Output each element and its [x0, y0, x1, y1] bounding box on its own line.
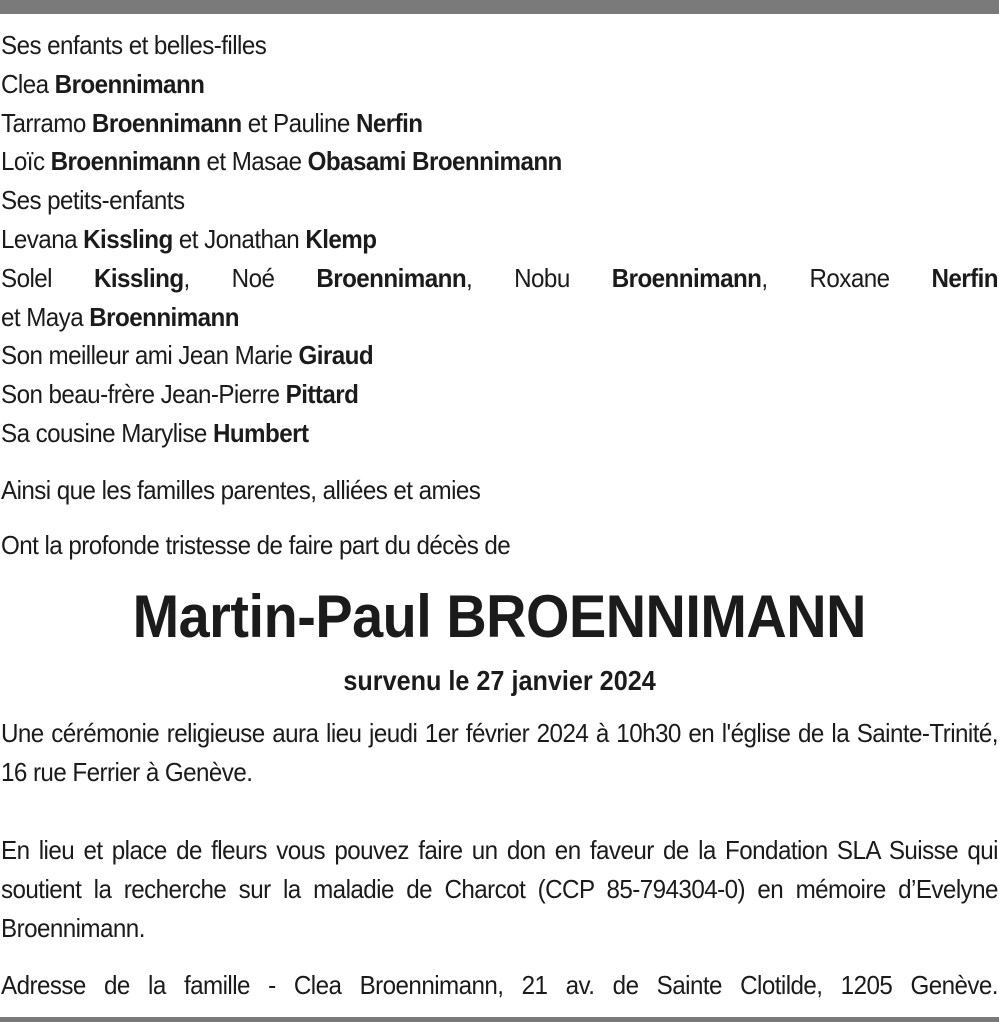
last-name: Broennimann	[611, 262, 762, 293]
relation-text: Son meilleur ami Jean Marie	[1, 340, 293, 371]
last-name: Kissling	[83, 223, 173, 254]
top-rule	[0, 0, 999, 14]
ceremony-paragraph: Une cérémonie religieuse aura lieu jeudi 1er février 2024 à 10h30 en l'église de la Sainte-Trinité, 16 rue Ferrier à Genève.	[1, 718, 998, 787]
first-name: , Nobu	[466, 262, 570, 293]
relation-text: Son beau-frère Jean-Pierre	[1, 379, 280, 410]
last-name: Nerfin	[355, 107, 423, 138]
last-name: Obasami Broennimann	[307, 146, 562, 177]
last-name: Broennimann	[316, 262, 467, 293]
first-name: Clea	[1, 68, 49, 99]
relation-text: Sa cousine Marylise	[1, 417, 207, 448]
brother-in-law-line	[1, 375, 998, 414]
deceased-name	[0, 582, 999, 652]
last-name: Klemp	[305, 223, 377, 254]
first-name: Solel	[1, 262, 52, 293]
family-member-line	[1, 65, 998, 104]
children-heading: Ses enfants et belles-filles	[1, 30, 267, 60]
last-name: Giraud	[298, 340, 374, 371]
partner-name: et Pauline	[247, 107, 350, 138]
last-name: Broennimann	[50, 146, 201, 177]
last-name: Broennimann	[91, 107, 242, 138]
first-name: et Maya	[1, 301, 84, 332]
family-member-line	[1, 298, 998, 337]
last-name: Pittard	[285, 379, 359, 410]
grandchildren-line	[1, 259, 998, 298]
first-name: Tarramo	[1, 107, 86, 138]
announcement-line: Ont la profonde tristesse de faire part du décès de	[1, 529, 511, 560]
partner-name: et Masae	[206, 146, 302, 177]
family-member-line	[1, 142, 998, 181]
deceased-name-text: Martin-Paul BROENNIMANN	[132, 583, 867, 650]
last-name: Broennimann	[54, 68, 205, 99]
date-of-death	[0, 662, 999, 700]
donation-paragraph: En lieu et place de fleurs vous pouvez faire un don en faveur de la Fondation SLA Suisse qui soutient la recherche sur la maladie de Charcot (CCP 85-794304-0) en mémoire d’Evelyne Broennimann.	[1, 835, 998, 943]
first-name: , Noé	[183, 262, 275, 293]
first-name: , Roxane	[761, 262, 890, 293]
family-member-line	[1, 104, 998, 143]
first-name: Loïc	[1, 146, 45, 177]
extended-family-line: Ainsi que les familles parentes, alliées et amies	[1, 474, 481, 505]
last-name: Kissling	[93, 262, 184, 293]
partner-name: et Jonathan	[178, 223, 300, 254]
grandchildren-heading: Ses petits-enfants	[1, 185, 185, 216]
last-name: Humbert	[212, 417, 309, 448]
last-name: Broennimann	[89, 301, 239, 332]
bottom-rule	[0, 1017, 999, 1022]
last-name: Nerfin	[931, 262, 999, 293]
family-member-line	[1, 220, 998, 259]
family-address: Adresse de la famille - Clea Broennimann, 21 av. de Sainte Clotilde, 1205 Genève.	[1, 970, 998, 1000]
date-of-death-text: survenu le 27 janvier 2024	[343, 665, 656, 696]
friend-line	[1, 336, 998, 375]
family-list	[1, 26, 998, 564]
cousin-line	[1, 414, 998, 453]
first-name: Levana	[1, 223, 77, 254]
